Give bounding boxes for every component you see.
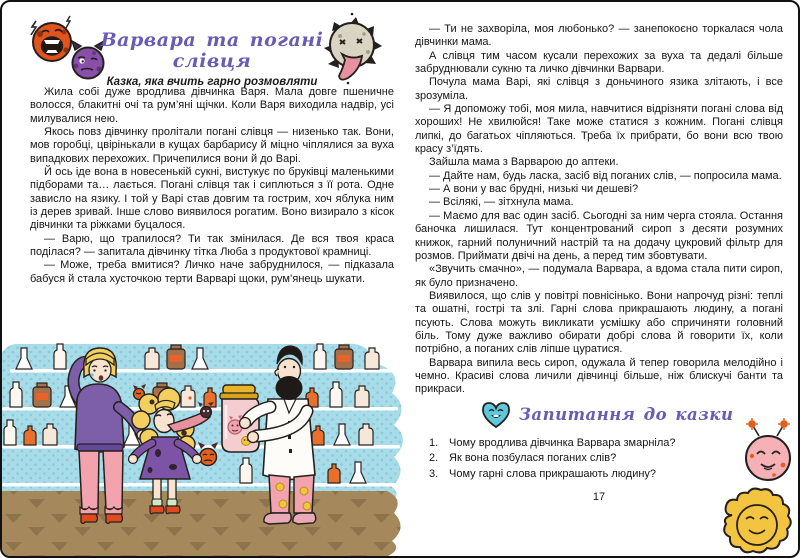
paragraph: — Дайте нам, будь ласка, засіб від поганих слів, — попросила мама. <box>429 169 782 182</box>
question-number: 3. <box>429 467 439 480</box>
paragraph: Й ось іде вона в новесенькій сукні, вистукує по бруківці маленькими підборами та… лається. Погані слівця так і сиплються з її рота. Одне зависло на язику. І той у Варі став довгим та гострим, хоч яблука ним із дерев зривай. Інше слово виявилося рогатим. Воно визирало з кісок дівчинки та ріжками буцалося. <box>30 166 394 232</box>
page-left <box>2 2 402 556</box>
paragraph: Жила собі дуже вродлива дівчинка Варя. Мала довге пшеничне волосся, блакитні очі та рум’яні щічки. Коли Варя виходила надвір, усі милувалися нею. <box>30 86 394 125</box>
question-text: Чому вродлива дівчинка Варвара змарніла? <box>449 436 676 449</box>
paragraph: — Варю, що трапилося? Ти так змінилася. Де вся твоя краса поділася? — запитала дівчинку тітка Люба з продуктової крамниці. <box>30 232 394 259</box>
questions-list <box>429 436 759 483</box>
paragraph: Якось повз дівчинку пролітали погані слівця — низенько так. Вони, мов горобці, цвірінькали в кущах барбарису й міцно чіплялися за вуха випадкових перехожих. Причепилися вони й до Варі. <box>30 126 394 165</box>
question-number: 2. <box>429 452 439 465</box>
yellow-fluffy-smiley-icon <box>718 485 796 555</box>
story-title: Варвара та погані слівця <box>100 29 324 72</box>
paragraph: Зайшла мама з Варварою до аптеки. <box>429 156 619 169</box>
spiky-monster-icon <box>312 10 392 86</box>
question-item <box>429 436 759 452</box>
paragraph: — Маємо для вас один засіб. Сьогодні за ним черга стояла. Остання баночка лишилася. Тут концентрований сироп з десяти розумних книжок, гарний полуничний настрій та на додачу цукровий фільтр для розмов. Приймати двічі на день, а перед тим збовтувати. <box>415 209 783 262</box>
paragraph: — Може, треба вмитися? Личко наче забруднилося, — підказала бабуся й стала хусточкою терти Варварі щоки, рум’янець шукати. <box>30 259 394 285</box>
page-right <box>402 2 800 556</box>
questions-heading-row <box>481 401 783 429</box>
paragraph: «Звучить смачно», — подумала Варвара, а вдома стала пити сироп, як було призначено. <box>415 263 783 289</box>
story-subtitle: Казка, яка вчить гарно розмовляти <box>106 75 318 88</box>
paragraph: Виявилося, що слів у повітрі повнісінько. Вони напрочуд різні: теплі та ошатні, гострі та злі. Гарні слова прикрашають людину, а погані псують. Слова можуть викликати усмішку або спричиняти головний біль. Тому дуже важливо обирати добрі слова й говорити їх, коли потрібно, а поганих слів ліпше цуратися. <box>415 289 783 356</box>
pink-smiley-icon <box>739 418 797 484</box>
story-text-left <box>30 86 394 286</box>
paragraph: — Всілякі, — зітхнула мама. <box>429 196 574 209</box>
paragraph: А слівця тим часом кусали перехожих за вуха та дедалі більше забруднювали сукню та личко дівчинки Варвари. <box>415 49 783 76</box>
paragraph: — Я допоможу тобі, моя мила, навчитися відрізняти погані слова від хороших! Не хвилюйся! Таке може статися з кожним. Погані слівця липкі, до багатьох чіпляються. Треба їх прибрати, бо вони всю твою красу з’їдять. <box>415 103 783 156</box>
question-number: 1. <box>429 436 439 449</box>
question-text: Як вона позбулася поганих слів? <box>449 452 617 465</box>
question-item <box>429 467 759 483</box>
paragraph: Варвара випила весь сироп, одужала й тепер говорила мелодійно і чемно. Красиві слова личили дівчинці більше, ніж блискучі банти та прикраси. <box>415 356 783 396</box>
paragraph: Почула мама Варі, які слівця з доньчиного язика злітають, і все зрозуміла. <box>415 76 783 102</box>
pharmacy-illustration <box>2 341 408 556</box>
paragraph: — А вони у вас брудні, низькі чи дешеві? <box>429 183 639 196</box>
story-text-right <box>415 23 783 504</box>
question-item <box>429 451 759 467</box>
questions-heading: Запитання до казки <box>519 404 734 424</box>
title-block <box>98 30 326 88</box>
page-number: 17 <box>592 491 606 504</box>
question-text: Чому гарні слова прикрашають людину? <box>449 467 657 480</box>
paragraph: — Ти не захворіла, моя любонько? — занепокоєно торкалася чола дівчинки мама. <box>415 23 783 49</box>
heart-smiley-icon <box>481 401 511 429</box>
